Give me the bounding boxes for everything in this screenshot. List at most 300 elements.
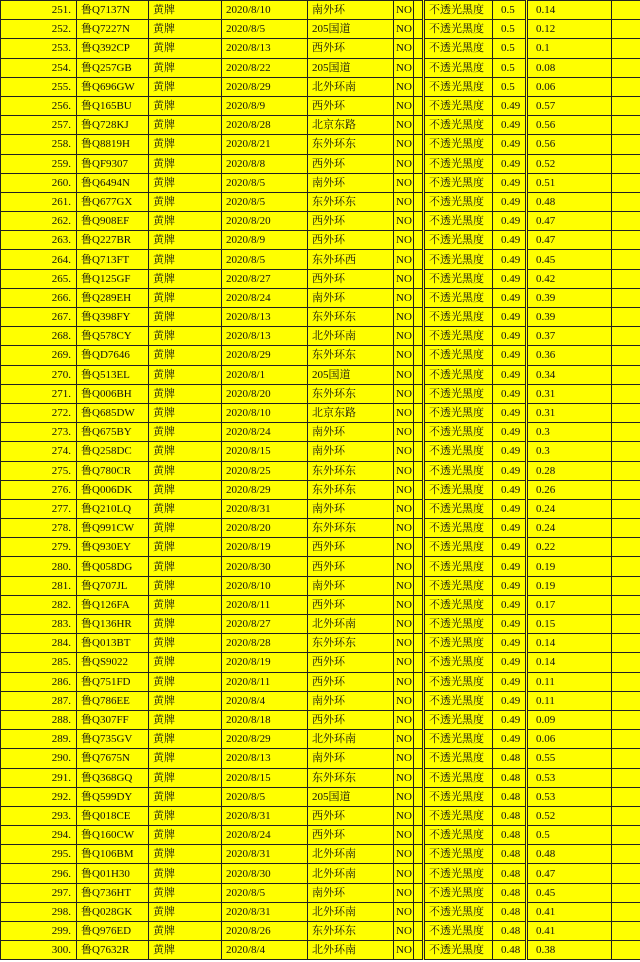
inspection-date: 2020/8/27 (222, 269, 308, 288)
result-flag: NO (394, 231, 414, 250)
measured-value: 0.45 (527, 250, 612, 269)
table-row (1, 308, 640, 327)
table-row (1, 384, 640, 403)
table-row (1, 845, 640, 864)
table-row (1, 730, 640, 749)
measured-value: 0.52 (527, 806, 612, 825)
test-item: 不透光黑度 (424, 672, 493, 691)
inspection-date: 2020/8/22 (222, 58, 308, 77)
plate-type: 黄牌 (149, 499, 222, 518)
inspection-date: 2020/8/31 (222, 902, 308, 921)
separator-cell (414, 384, 424, 403)
plate-number: 鲁Q685DW (77, 403, 149, 422)
separator-cell (414, 768, 424, 787)
blank-cell (612, 691, 640, 710)
separator-cell (414, 135, 424, 154)
measured-value: 0.56 (527, 116, 612, 135)
measured-value: 0.24 (527, 499, 612, 518)
measured-value: 0.52 (527, 154, 612, 173)
table-row (1, 250, 640, 269)
plate-number: 鲁Q599DY (77, 787, 149, 806)
inspection-date: 2020/8/29 (222, 730, 308, 749)
blank-cell (612, 634, 640, 653)
plate-number: 鲁Q165BU (77, 96, 149, 115)
separator-cell (414, 883, 424, 902)
limit-value: 0.5 (493, 20, 527, 39)
limit-value: 0.48 (493, 806, 527, 825)
measured-value: 0.38 (527, 941, 612, 960)
measured-value: 0.56 (527, 135, 612, 154)
table-row (1, 58, 640, 77)
blank-cell (612, 173, 640, 192)
plate-number: 鲁QD7646 (77, 346, 149, 365)
table-row (1, 423, 640, 442)
row-number: 270. (1, 365, 77, 384)
blank-cell (612, 346, 640, 365)
row-number: 293. (1, 806, 77, 825)
result-flag: NO (394, 634, 414, 653)
plate-number: 鲁Q780CR (77, 461, 149, 480)
measured-value: 0.11 (527, 691, 612, 710)
inspection-date: 2020/8/15 (222, 768, 308, 787)
test-item: 不透光黑度 (424, 691, 493, 710)
limit-value: 0.49 (493, 653, 527, 672)
test-item: 不透光黑度 (424, 20, 493, 39)
blank-cell (612, 653, 640, 672)
plate-type: 黄牌 (149, 538, 222, 557)
inspection-date: 2020/8/21 (222, 135, 308, 154)
limit-value: 0.49 (493, 672, 527, 691)
inspection-date: 2020/8/11 (222, 595, 308, 614)
plate-type: 黄牌 (149, 269, 222, 288)
result-flag: NO (394, 77, 414, 96)
inspection-date: 2020/8/28 (222, 634, 308, 653)
blank-cell (612, 384, 640, 403)
table-row (1, 806, 640, 825)
measured-value: 0.51 (527, 173, 612, 192)
inspection-date: 2020/8/27 (222, 615, 308, 634)
row-number: 272. (1, 403, 77, 422)
blank-cell (612, 499, 640, 518)
row-number: 277. (1, 499, 77, 518)
blank-cell (612, 519, 640, 538)
table-row (1, 672, 640, 691)
table-row (1, 519, 640, 538)
row-number: 294. (1, 826, 77, 845)
result-flag: NO (394, 135, 414, 154)
test-item: 不透光黑度 (424, 269, 493, 288)
blank-cell (612, 96, 640, 115)
result-flag: NO (394, 922, 414, 941)
table-row (1, 96, 640, 115)
table-row (1, 787, 640, 806)
blank-cell (612, 231, 640, 250)
blank-cell (612, 308, 640, 327)
separator-cell (414, 346, 424, 365)
row-number: 266. (1, 288, 77, 307)
result-flag: NO (394, 269, 414, 288)
plate-number: 鲁Q735GV (77, 730, 149, 749)
measured-value: 0.34 (527, 365, 612, 384)
plate-number: 鲁Q392CP (77, 39, 149, 58)
plate-type: 黄牌 (149, 768, 222, 787)
location: 东外环东 (308, 461, 394, 480)
separator-cell (414, 77, 424, 96)
location: 南外环 (308, 576, 394, 595)
result-flag: NO (394, 672, 414, 691)
measured-value: 0.47 (527, 864, 612, 883)
result-flag: NO (394, 653, 414, 672)
measured-value: 0.39 (527, 288, 612, 307)
location: 东外环东 (308, 922, 394, 941)
plate-number: 鲁Q707JL (77, 576, 149, 595)
location: 东外环东 (308, 519, 394, 538)
test-item: 不透光黑度 (424, 787, 493, 806)
row-number: 262. (1, 212, 77, 231)
limit-value: 0.49 (493, 346, 527, 365)
plate-type: 黄牌 (149, 192, 222, 211)
blank-cell (612, 768, 640, 787)
row-number: 278. (1, 519, 77, 538)
inspection-date: 2020/8/20 (222, 212, 308, 231)
blank-cell (612, 883, 640, 902)
result-flag: NO (394, 173, 414, 192)
row-number: 297. (1, 883, 77, 902)
inspection-date: 2020/8/19 (222, 538, 308, 557)
table-row (1, 77, 640, 96)
row-number: 285. (1, 653, 77, 672)
plate-type: 黄牌 (149, 173, 222, 192)
plate-type: 黄牌 (149, 749, 222, 768)
plate-type: 黄牌 (149, 231, 222, 250)
location: 西外环 (308, 212, 394, 231)
separator-cell (414, 519, 424, 538)
plate-type: 黄牌 (149, 365, 222, 384)
plate-type: 黄牌 (149, 135, 222, 154)
plate-number: 鲁Q728KJ (77, 116, 149, 135)
location: 东外环东 (308, 634, 394, 653)
plate-number: 鲁Q6494N (77, 173, 149, 192)
limit-value: 0.49 (493, 615, 527, 634)
separator-cell (414, 538, 424, 557)
result-flag: NO (394, 538, 414, 557)
measured-value: 0.53 (527, 768, 612, 787)
separator-cell (414, 461, 424, 480)
blank-cell (612, 77, 640, 96)
separator-cell (414, 365, 424, 384)
limit-value: 0.48 (493, 787, 527, 806)
test-item: 不透光黑度 (424, 538, 493, 557)
inspection-date: 2020/8/9 (222, 96, 308, 115)
table-row (1, 212, 640, 231)
location: 西外环 (308, 672, 394, 691)
plate-number: 鲁Q7675N (77, 749, 149, 768)
location: 北外环南 (308, 864, 394, 883)
measured-value: 0.31 (527, 403, 612, 422)
row-number: 284. (1, 634, 77, 653)
measured-value: 0.3 (527, 442, 612, 461)
table-row (1, 499, 640, 518)
blank-cell (612, 557, 640, 576)
measured-value: 0.24 (527, 519, 612, 538)
measured-value: 0.55 (527, 749, 612, 768)
test-item: 不透光黑度 (424, 403, 493, 422)
row-number: 299. (1, 922, 77, 941)
row-number: 252. (1, 20, 77, 39)
separator-cell (414, 653, 424, 672)
measured-value: 0.53 (527, 787, 612, 806)
plate-type: 黄牌 (149, 288, 222, 307)
limit-value: 0.49 (493, 96, 527, 115)
table-row (1, 615, 640, 634)
separator-cell (414, 212, 424, 231)
separator-cell (414, 710, 424, 729)
table-row (1, 39, 640, 58)
table-row (1, 538, 640, 557)
inspection-date: 2020/8/31 (222, 845, 308, 864)
measured-value: 0.45 (527, 883, 612, 902)
plate-type: 黄牌 (149, 845, 222, 864)
row-number: 280. (1, 557, 77, 576)
result-flag: NO (394, 250, 414, 269)
blank-cell (612, 710, 640, 729)
separator-cell (414, 231, 424, 250)
location: 北外环南 (308, 845, 394, 864)
separator-cell (414, 39, 424, 58)
inspection-date: 2020/8/13 (222, 327, 308, 346)
measured-value: 0.42 (527, 269, 612, 288)
separator-cell (414, 442, 424, 461)
blank-cell (612, 941, 640, 960)
test-item: 不透光黑度 (424, 902, 493, 921)
plate-number: 鲁Q368GQ (77, 768, 149, 787)
plate-type: 黄牌 (149, 883, 222, 902)
table-row (1, 691, 640, 710)
result-flag: NO (394, 384, 414, 403)
result-flag: NO (394, 154, 414, 173)
limit-value: 0.48 (493, 941, 527, 960)
table-row (1, 634, 640, 653)
limit-value: 0.49 (493, 634, 527, 653)
blank-cell (612, 787, 640, 806)
result-flag: NO (394, 787, 414, 806)
plate-number: 鲁Q991CW (77, 519, 149, 538)
plate-type: 黄牌 (149, 461, 222, 480)
test-item: 不透光黑度 (424, 58, 493, 77)
table-row (1, 480, 640, 499)
blank-cell (612, 288, 640, 307)
plate-type: 黄牌 (149, 346, 222, 365)
inspection-date: 2020/8/8 (222, 154, 308, 173)
plate-number: 鲁Q210LQ (77, 499, 149, 518)
separator-cell (414, 691, 424, 710)
blank-cell (612, 403, 640, 422)
plate-number: 鲁Q578CY (77, 327, 149, 346)
table-row (1, 116, 640, 135)
limit-value: 0.48 (493, 902, 527, 921)
test-item: 不透光黑度 (424, 192, 493, 211)
limit-value: 0.49 (493, 442, 527, 461)
plate-number: 鲁Q289EH (77, 288, 149, 307)
location: 东外环东 (308, 308, 394, 327)
table-row (1, 135, 640, 154)
separator-cell (414, 327, 424, 346)
row-number: 282. (1, 595, 77, 614)
plate-type: 黄牌 (149, 58, 222, 77)
plate-type: 黄牌 (149, 615, 222, 634)
result-flag: NO (394, 941, 414, 960)
limit-value: 0.49 (493, 327, 527, 346)
blank-cell (612, 538, 640, 557)
measured-value: 0.47 (527, 212, 612, 231)
limit-value: 0.49 (493, 154, 527, 173)
test-item: 不透光黑度 (424, 883, 493, 902)
plate-type: 黄牌 (149, 922, 222, 941)
plate-number: 鲁Q006BH (77, 384, 149, 403)
measured-value: 0.19 (527, 576, 612, 595)
result-flag: NO (394, 749, 414, 768)
test-item: 不透光黑度 (424, 595, 493, 614)
plate-number: 鲁Q013BT (77, 634, 149, 653)
limit-value: 0.49 (493, 384, 527, 403)
location: 东外环东 (308, 192, 394, 211)
measured-value: 0.14 (527, 653, 612, 672)
plate-number: 鲁Q7137N (77, 1, 149, 20)
result-flag: NO (394, 1, 414, 20)
inspection-date: 2020/8/5 (222, 250, 308, 269)
measured-value: 0.14 (527, 1, 612, 20)
limit-value: 0.49 (493, 499, 527, 518)
location: 西外环 (308, 269, 394, 288)
measured-value: 0.08 (527, 58, 612, 77)
separator-cell (414, 730, 424, 749)
plate-number: 鲁Q136HR (77, 615, 149, 634)
measured-value: 0.5 (527, 826, 612, 845)
location: 南外环 (308, 1, 394, 20)
limit-value: 0.49 (493, 192, 527, 211)
plate-type: 黄牌 (149, 864, 222, 883)
separator-cell (414, 902, 424, 921)
test-item: 不透光黑度 (424, 710, 493, 729)
test-item: 不透光黑度 (424, 768, 493, 787)
table-row (1, 346, 640, 365)
row-number: 291. (1, 768, 77, 787)
separator-cell (414, 595, 424, 614)
location: 东外环东 (308, 346, 394, 365)
row-number: 268. (1, 327, 77, 346)
test-item: 不透光黑度 (424, 730, 493, 749)
result-flag: NO (394, 365, 414, 384)
plate-number: 鲁Q677GX (77, 192, 149, 211)
table-row (1, 768, 640, 787)
table-row (1, 403, 640, 422)
location: 北外环南 (308, 615, 394, 634)
row-number: 273. (1, 423, 77, 442)
test-item: 不透光黑度 (424, 96, 493, 115)
limit-value: 0.49 (493, 730, 527, 749)
row-number: 300. (1, 941, 77, 960)
test-item: 不透光黑度 (424, 288, 493, 307)
limit-value: 0.49 (493, 519, 527, 538)
limit-value: 0.49 (493, 576, 527, 595)
limit-value: 0.5 (493, 58, 527, 77)
plate-number: 鲁Q930EY (77, 538, 149, 557)
measured-value: 0.17 (527, 595, 612, 614)
result-flag: NO (394, 845, 414, 864)
limit-value: 0.48 (493, 864, 527, 883)
plate-type: 黄牌 (149, 902, 222, 921)
plate-number: 鲁Q125GF (77, 269, 149, 288)
row-number: 286. (1, 672, 77, 691)
plate-type: 黄牌 (149, 730, 222, 749)
test-item: 不透光黑度 (424, 384, 493, 403)
row-number: 296. (1, 864, 77, 883)
inspection-date: 2020/8/24 (222, 423, 308, 442)
result-flag: NO (394, 499, 414, 518)
measured-value: 0.28 (527, 461, 612, 480)
location: 南外环 (308, 288, 394, 307)
plate-type: 黄牌 (149, 327, 222, 346)
limit-value: 0.48 (493, 749, 527, 768)
table-row (1, 192, 640, 211)
limit-value: 0.49 (493, 212, 527, 231)
row-number: 267. (1, 308, 77, 327)
test-item: 不透光黑度 (424, 39, 493, 58)
plate-number: 鲁Q398FY (77, 308, 149, 327)
row-number: 254. (1, 58, 77, 77)
blank-cell (612, 116, 640, 135)
location: 西外环 (308, 96, 394, 115)
separator-cell (414, 250, 424, 269)
location: 西外环 (308, 826, 394, 845)
limit-value: 0.49 (493, 173, 527, 192)
separator-cell (414, 922, 424, 941)
inspection-date: 2020/8/5 (222, 173, 308, 192)
plate-number: 鲁Q018CE (77, 806, 149, 825)
inspection-date: 2020/8/11 (222, 672, 308, 691)
test-item: 不透光黑度 (424, 845, 493, 864)
test-item: 不透光黑度 (424, 806, 493, 825)
location: 南外环 (308, 499, 394, 518)
blank-cell (612, 365, 640, 384)
row-number: 255. (1, 77, 77, 96)
result-flag: NO (394, 403, 414, 422)
inspection-date: 2020/8/29 (222, 346, 308, 365)
inspection-date: 2020/8/13 (222, 39, 308, 58)
location: 东外环东 (308, 384, 394, 403)
inspection-date: 2020/8/31 (222, 499, 308, 518)
inspection-date: 2020/8/4 (222, 691, 308, 710)
row-number: 257. (1, 116, 77, 135)
plate-type: 黄牌 (149, 634, 222, 653)
blank-cell (612, 749, 640, 768)
result-flag: NO (394, 615, 414, 634)
blank-cell (612, 1, 640, 20)
test-item: 不透光黑度 (424, 480, 493, 499)
row-number: 283. (1, 615, 77, 634)
result-flag: NO (394, 212, 414, 231)
blank-cell (612, 192, 640, 211)
table-row (1, 442, 640, 461)
table-row (1, 922, 640, 941)
inspection-date: 2020/8/20 (222, 519, 308, 538)
table-row (1, 576, 640, 595)
measured-value: 0.41 (527, 902, 612, 921)
blank-cell (612, 615, 640, 634)
plate-number: 鲁Q028GK (77, 902, 149, 921)
table-row (1, 1, 640, 20)
location: 东外环东 (308, 135, 394, 154)
